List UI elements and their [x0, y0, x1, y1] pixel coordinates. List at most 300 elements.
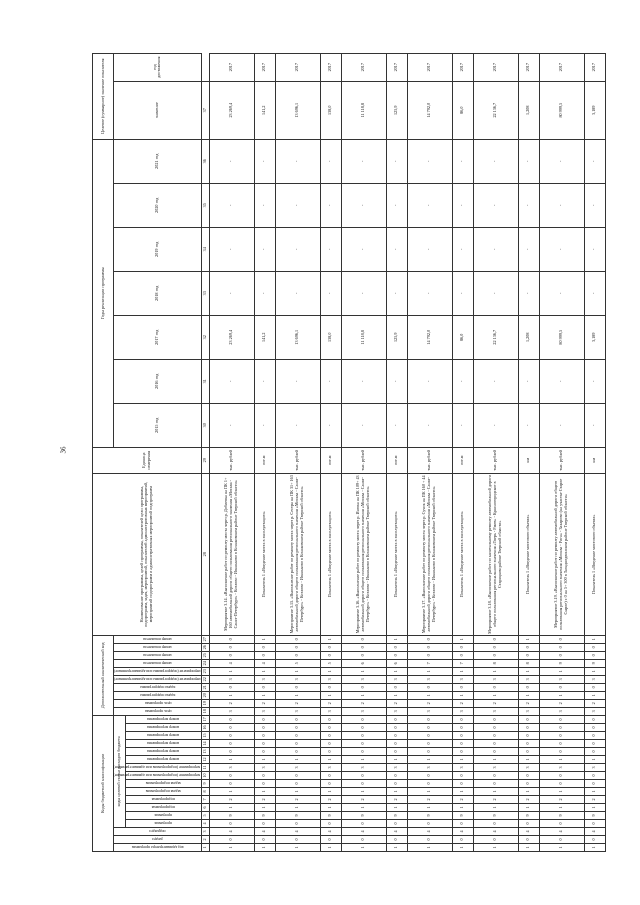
- code-cell: 0: [518, 820, 539, 828]
- year-value: -: [584, 403, 605, 447]
- year-value: -: [473, 359, 518, 403]
- code-cell: 1: [254, 804, 275, 812]
- row-unit: пог.м: [452, 447, 473, 473]
- code-cell: 0: [275, 635, 320, 643]
- code-cell: 0: [341, 772, 386, 780]
- target-article-header: коды целевой статьи расходов бюджета: [114, 715, 126, 827]
- extra-code-subheader: цель программы: [114, 699, 202, 707]
- code-cell: 0: [518, 780, 539, 788]
- code-cell: 0: [341, 643, 386, 651]
- code-cell: 2: [386, 699, 407, 707]
- target-article-subheader: задача подпрограммы: [125, 780, 201, 788]
- code-cell: 4: [254, 828, 275, 836]
- code-cell: 3: [452, 707, 473, 715]
- target-article-subheader: номер мероприятия: [125, 732, 201, 740]
- year-value: -: [539, 359, 584, 403]
- code-cell: 0: [584, 780, 605, 788]
- row-unit: пог.м: [386, 447, 407, 473]
- code-cell: 1: [254, 756, 275, 764]
- code-cell: 1: [275, 844, 320, 852]
- final-value: 11 118,8: [341, 81, 386, 139]
- code-cell: 1: [518, 667, 539, 675]
- column-number: 25: [201, 651, 209, 659]
- code-cell: 0: [584, 740, 605, 748]
- code-cell: 3: [209, 675, 254, 683]
- code-cell: 0: [518, 651, 539, 659]
- code-cell: 0: [518, 732, 539, 740]
- year-value: -: [386, 183, 407, 227]
- final-year: 2017: [341, 53, 386, 81]
- year-value: -: [254, 271, 275, 315]
- code-cell: 2: [473, 796, 518, 804]
- code-cell: 4: [341, 828, 386, 836]
- year-value: -: [320, 139, 341, 183]
- code-cell: 2: [275, 699, 320, 707]
- section-header: раздел: [114, 836, 202, 844]
- row-name: Мероприятие 3.17. «Выполнение работ по ремонту моста через р. Сучок на ПК 160 + 44 автомобильной дороги общего пользования регионального значения «Москва - Санкт-Петербург» - Козлово - Иваньково в Конаковском районе Тверской области»: [407, 473, 452, 635]
- code-cell: 3: [320, 707, 341, 715]
- code-cell: 1: [320, 691, 341, 699]
- final-value: 22 136,7: [473, 81, 518, 139]
- code-cell: 0: [254, 683, 275, 691]
- year-value: -: [539, 183, 584, 227]
- code-cell: 3: [518, 707, 539, 715]
- year-header: 2016 год: [114, 359, 202, 403]
- year-value: 125,9: [386, 315, 407, 359]
- code-cell: 0: [275, 683, 320, 691]
- code-cell: 1: [518, 691, 539, 699]
- code-cell: 0: [386, 651, 407, 659]
- code-cell: 0: [452, 683, 473, 691]
- code-cell: 1: [452, 667, 473, 675]
- final-year: 2017: [539, 53, 584, 81]
- code-cell: 1: [275, 804, 320, 812]
- column-number: 3: [201, 828, 209, 836]
- final-value: 138,0: [320, 81, 341, 139]
- year-header: 2021 год: [114, 139, 202, 183]
- code-cell: 0: [341, 732, 386, 740]
- column-number: 20: [201, 691, 209, 699]
- final-value: 14 792,0: [407, 81, 452, 139]
- code-cell: 1: [407, 844, 452, 852]
- code-cell: 0: [407, 635, 452, 643]
- code-cell: 9: [539, 659, 584, 667]
- code-cell: 9: [320, 812, 341, 820]
- year-value: -: [518, 183, 539, 227]
- code-cell: 1: [320, 804, 341, 812]
- year-value: 11 118,8: [341, 315, 386, 359]
- code-cell: 0: [275, 772, 320, 780]
- row-unit: км: [518, 447, 539, 473]
- code-cell: 1: [518, 804, 539, 812]
- code-cell: 1: [584, 667, 605, 675]
- extra-code-subheader: мероприятие (подпрограммы или административное): [114, 675, 202, 683]
- code-cell: 0: [584, 643, 605, 651]
- code-cell: 0: [452, 724, 473, 732]
- column-number: 27: [201, 635, 209, 643]
- code-cell: 0: [584, 748, 605, 756]
- year-value: -: [518, 227, 539, 271]
- code-cell: 0: [209, 635, 254, 643]
- year-value: -: [386, 403, 407, 447]
- final-value: 80 999,5: [539, 81, 584, 139]
- code-cell: 0: [209, 780, 254, 788]
- code-cell: 9: [584, 812, 605, 820]
- year-value: -: [539, 227, 584, 271]
- code-cell: 0: [320, 732, 341, 740]
- code-cell: 0: [584, 683, 605, 691]
- code-cell: 3: [539, 675, 584, 683]
- final-value-header: значение: [114, 81, 202, 139]
- code-cell: 1: [539, 844, 584, 852]
- year-value: 141,2: [254, 315, 275, 359]
- column-number: 21: [201, 683, 209, 691]
- code-cell: 6: [341, 659, 386, 667]
- final-year: 2017: [275, 53, 320, 81]
- extra-code-subheader: цель программы: [114, 707, 202, 715]
- code-cell: 3: [275, 764, 320, 772]
- code-cell: 3: [341, 707, 386, 715]
- code-cell: 0: [341, 748, 386, 756]
- code-cell: 0: [209, 715, 254, 723]
- table-row: [275, 53, 320, 851]
- code-cell: 0: [407, 724, 452, 732]
- code-cell: 3: [254, 675, 275, 683]
- code-cell: 0: [341, 820, 386, 828]
- code-cell: 0: [584, 820, 605, 828]
- year-value: -: [209, 227, 254, 271]
- code-cell: 0: [518, 724, 539, 732]
- year-value: -: [473, 139, 518, 183]
- column-number: 13: [201, 748, 209, 756]
- table-row: [386, 53, 407, 851]
- year-value: -: [275, 403, 320, 447]
- code-cell: 1: [341, 804, 386, 812]
- code-cell: 0: [407, 651, 452, 659]
- year-value: -: [584, 227, 605, 271]
- code-cell: 3: [209, 707, 254, 715]
- code-cell: 2: [584, 699, 605, 707]
- code-cell: 3: [584, 675, 605, 683]
- code-cell: 0: [209, 836, 254, 844]
- code-cell: 3: [341, 764, 386, 772]
- code-cell: 3: [473, 675, 518, 683]
- extra-code-subheader: номер показателя: [114, 651, 202, 659]
- year-value: -: [320, 271, 341, 315]
- code-cell: 3: [539, 707, 584, 715]
- code-cell: 0: [539, 715, 584, 723]
- code-cell: 3: [473, 764, 518, 772]
- code-cell: 0: [386, 740, 407, 748]
- code-cell: 2: [584, 796, 605, 804]
- code-cell: 3: [386, 675, 407, 683]
- code-cell: 5: [320, 659, 341, 667]
- code-cell: 0: [407, 643, 452, 651]
- code-cell: 0: [452, 715, 473, 723]
- code-cell: 0: [341, 651, 386, 659]
- code-cell: 0: [539, 635, 584, 643]
- code-cell: 0: [209, 748, 254, 756]
- code-cell: 4: [209, 828, 254, 836]
- year-value: -: [320, 183, 341, 227]
- code-cell: 3: [452, 764, 473, 772]
- code-cell: 7: [407, 659, 452, 667]
- year-value: -: [275, 227, 320, 271]
- code-cell: 2: [407, 699, 452, 707]
- code-cell: 0: [518, 836, 539, 844]
- final-year: 2017: [518, 53, 539, 81]
- code-cell: 0: [320, 643, 341, 651]
- code-cell: 0: [254, 836, 275, 844]
- code-cell: 0: [584, 715, 605, 723]
- code-cell: 0: [341, 683, 386, 691]
- row-unit: тыс. рублей: [209, 447, 254, 473]
- final-value: 125,9: [386, 81, 407, 139]
- final-value: 86,0: [452, 81, 473, 139]
- target-article-subheader: номер мероприятия: [125, 724, 201, 732]
- code-cell: 0: [584, 772, 605, 780]
- year-value: -: [518, 403, 539, 447]
- code-cell: 1: [539, 804, 584, 812]
- column-number: 9: [201, 780, 209, 788]
- code-cell: 0: [275, 715, 320, 723]
- code-cell: 0: [518, 772, 539, 780]
- code-cell: 0: [473, 732, 518, 740]
- code-cell: 0: [452, 772, 473, 780]
- column-number: 4: [201, 820, 209, 828]
- column-number: 35: [201, 183, 209, 227]
- page-number: 36: [59, 446, 68, 454]
- code-cell: 0: [407, 820, 452, 828]
- code-cell: 0: [341, 740, 386, 748]
- code-cell: 1: [539, 788, 584, 796]
- code-cell: 9: [209, 812, 254, 820]
- row-unit: тыс. рублей: [341, 447, 386, 473]
- code-cell: 4: [473, 828, 518, 836]
- code-cell: 1: [518, 756, 539, 764]
- year-value: 13 696,1: [275, 315, 320, 359]
- code-cell: 0: [407, 772, 452, 780]
- code-cell: 0: [407, 780, 452, 788]
- extra-code-subheader: номер показателя: [114, 659, 202, 667]
- target-article-subheader: программа: [125, 820, 201, 828]
- target-article-subheader: мероприятие (подпрограммы или административное): [125, 764, 201, 772]
- code-cell: 1: [254, 635, 275, 643]
- code-cell: 1: [452, 756, 473, 764]
- column-number: 15: [201, 732, 209, 740]
- code-cell: 0: [209, 651, 254, 659]
- target-article-subheader: задача подпрограммы: [125, 788, 201, 796]
- code-cell: 0: [452, 651, 473, 659]
- final-year: 2017: [320, 53, 341, 81]
- code-cell: 1: [320, 844, 341, 852]
- code-cell: 0: [320, 820, 341, 828]
- row-unit: тыс. рублей: [407, 447, 452, 473]
- code-cell: 0: [341, 836, 386, 844]
- extra-code-subheader: номер показателя: [114, 643, 202, 651]
- target-article-subheader: номер мероприятия: [125, 748, 201, 756]
- code-cell: 1: [452, 691, 473, 699]
- year-value: -: [452, 403, 473, 447]
- code-cell: 1: [386, 804, 407, 812]
- code-cell: 1: [275, 756, 320, 764]
- code-cell: 3: [209, 764, 254, 772]
- code-cell: 0: [518, 715, 539, 723]
- code-cell: 1: [539, 667, 584, 675]
- code-cell: 2: [407, 796, 452, 804]
- final-year: 2017: [209, 53, 254, 81]
- code-cell: 0: [386, 715, 407, 723]
- year-value: -: [341, 183, 386, 227]
- code-cell: 4: [584, 828, 605, 836]
- code-cell: 1: [254, 691, 275, 699]
- code-cell: 1: [584, 691, 605, 699]
- code-cell: 1: [386, 635, 407, 643]
- code-cell: 1: [275, 667, 320, 675]
- code-cell: 4: [275, 828, 320, 836]
- code-cell: 0: [584, 724, 605, 732]
- code-cell: 2: [320, 699, 341, 707]
- code-cell: 1: [473, 756, 518, 764]
- final-year: 2017: [584, 53, 605, 81]
- row-unit: тыс. рублей: [539, 447, 584, 473]
- code-cell: 1: [341, 844, 386, 852]
- code-cell: 9: [254, 812, 275, 820]
- year-header: 2017 год: [114, 315, 202, 359]
- code-cell: 0: [254, 724, 275, 732]
- column-number: 34: [201, 227, 209, 271]
- year-value: -: [275, 183, 320, 227]
- code-cell: 1: [452, 844, 473, 852]
- code-cell: 0: [473, 748, 518, 756]
- year-value: -: [209, 359, 254, 403]
- year-value: -: [452, 271, 473, 315]
- year-value: -: [341, 139, 386, 183]
- code-cell: 2: [209, 699, 254, 707]
- code-cell: 0: [473, 780, 518, 788]
- code-cell: 3: [275, 675, 320, 683]
- code-cell: 0: [407, 683, 452, 691]
- code-cell: 3: [386, 764, 407, 772]
- final-value: 141,2: [254, 81, 275, 139]
- code-cell: 1: [539, 756, 584, 764]
- year-value: -: [320, 403, 341, 447]
- column-number: 18: [201, 707, 209, 715]
- row-name: Мероприятие 3.18. «Выполнение работ по капитальному ремонту автомобильной дороги общего пользования регионального значения «Тверь - Ржев» - Красногородское в Старицком районе Тверской области»: [473, 473, 518, 635]
- code-cell: 0: [275, 820, 320, 828]
- table-row: [518, 53, 539, 851]
- table-row: [452, 53, 473, 851]
- extra-code-subheader: задача подпрограммы: [114, 691, 202, 699]
- year-value: -: [452, 359, 473, 403]
- code-cell: 2: [539, 796, 584, 804]
- page-stage: [92, 56, 612, 852]
- code-cell: 0: [518, 748, 539, 756]
- code-cell: 1: [209, 756, 254, 764]
- year-value: -: [254, 403, 275, 447]
- code-cell: 0: [275, 780, 320, 788]
- row-name: Мероприятие 3.16. «Выполнение работ по ремонту моста через р. Инюха на ПК 109+ 43 автомобильной дороги общего пользования регионального значения «Москва - Санкт-Петербург» - Козлово - Иваньково в Конаковском районе Тверской области»: [341, 473, 386, 635]
- final-year: 2017: [254, 53, 275, 81]
- target-article-subheader: номер мероприятия: [125, 715, 201, 723]
- year-value: 138,0: [320, 315, 341, 359]
- year-value: -: [407, 139, 452, 183]
- code-cell: 0: [539, 740, 584, 748]
- year-value: -: [386, 359, 407, 403]
- year-value: 80 999,5: [539, 315, 584, 359]
- code-cell: 0: [473, 715, 518, 723]
- year-value: -: [341, 227, 386, 271]
- year-value: -: [320, 359, 341, 403]
- code-cell: 2: [275, 796, 320, 804]
- year-value: 1,208: [518, 315, 539, 359]
- column-number: 2: [201, 836, 209, 844]
- code-cell: 0: [407, 748, 452, 756]
- year-value: -: [341, 271, 386, 315]
- years-group-header: Годы реализации программы: [93, 139, 114, 447]
- column-number: 1: [201, 844, 209, 852]
- code-cell: 0: [539, 732, 584, 740]
- code-cell: 2: [254, 699, 275, 707]
- column-number: 28: [201, 473, 209, 635]
- code-cell: 0: [539, 820, 584, 828]
- code-cell: 4: [452, 828, 473, 836]
- row-name: Показатель 1 «Введение мостового объекта»: [518, 473, 539, 635]
- code-cell: 0: [539, 780, 584, 788]
- code-cell: 0: [452, 748, 473, 756]
- code-cell: 0: [275, 836, 320, 844]
- code-cell: 7: [452, 659, 473, 667]
- code-cell: 0: [473, 643, 518, 651]
- code-cell: 1: [407, 667, 452, 675]
- code-cell: 1: [209, 844, 254, 852]
- subsection-header: подраздел: [114, 828, 202, 836]
- code-cell: 0: [473, 772, 518, 780]
- code-cell: 0: [209, 724, 254, 732]
- code-cell: 3: [320, 764, 341, 772]
- code-cell: 3: [386, 707, 407, 715]
- column-number: 29: [201, 447, 209, 473]
- program-table: [92, 53, 606, 852]
- year-value: -: [254, 227, 275, 271]
- extra-code-subheader: задача подпрограммы: [114, 683, 202, 691]
- code-cell: 0: [452, 740, 473, 748]
- year-value: -: [254, 183, 275, 227]
- code-cell: 0: [341, 780, 386, 788]
- column-number: 5: [201, 812, 209, 820]
- column-number: 10: [201, 772, 209, 780]
- code-cell: 1: [386, 691, 407, 699]
- code-cell: 1: [407, 804, 452, 812]
- code-cell: 0: [275, 740, 320, 748]
- year-header: 2015 год: [114, 403, 202, 447]
- code-cell: 0: [254, 715, 275, 723]
- year-value: -: [209, 271, 254, 315]
- code-cell: 0: [275, 643, 320, 651]
- extra-code-subheader: номер показателя: [114, 635, 202, 643]
- code-cell: 0: [539, 836, 584, 844]
- code-cell: 8: [518, 659, 539, 667]
- final-group-header: Целевое (суммарное) значение показателя: [93, 53, 114, 139]
- code-cell: 3: [407, 675, 452, 683]
- extra-code-subheader: мероприятие (подпрограммы или административное): [114, 667, 202, 675]
- code-cell: 1: [452, 788, 473, 796]
- row-name: Показатель 1 «Введение мостового объекта»: [584, 473, 605, 635]
- code-cell: 9: [518, 812, 539, 820]
- code-cell: 3: [407, 707, 452, 715]
- code-cell: 0: [254, 643, 275, 651]
- column-number: 33: [201, 271, 209, 315]
